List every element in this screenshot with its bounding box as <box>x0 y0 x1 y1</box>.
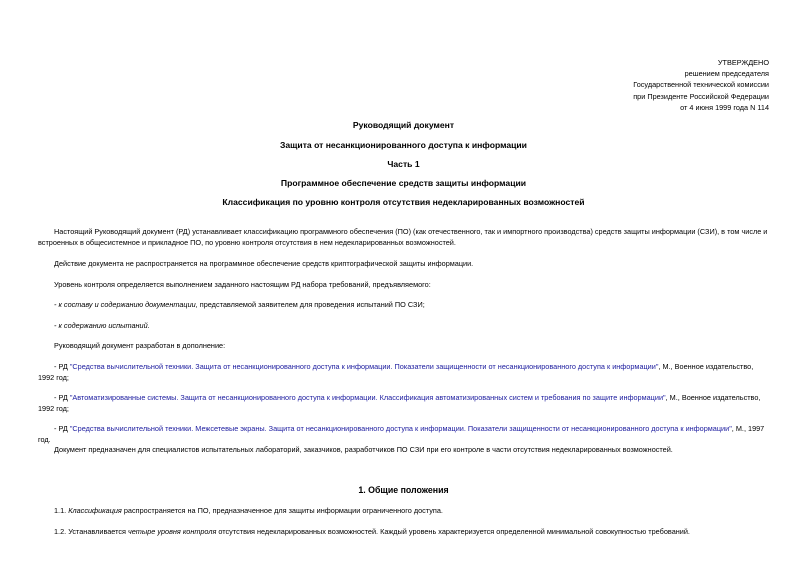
approval-line: УТВЕРЖДЕНО <box>717 58 769 67</box>
reference-prefix: - РД <box>54 424 70 433</box>
reference-suffix: , М., 1997 год. <box>38 424 765 444</box>
section-paragraph-prefix: 1.1. <box>54 506 69 515</box>
requirement-item <box>38 299 770 310</box>
classification-heading: Классификация по уровню контроля отсутствия недекларированных возможностей <box>222 197 585 207</box>
approval-line: при Президенте Российской Федерации <box>633 91 769 101</box>
requirement-item <box>38 320 770 331</box>
section-paragraph <box>38 505 770 516</box>
approval-block <box>633 57 769 113</box>
doc-type-heading: Руководящий документ <box>352 120 455 130</box>
requirement-item-italic: - к содержанию испытаний. <box>54 321 150 330</box>
reference-prefix: - РД <box>54 393 70 402</box>
reference-link[interactable]: "Средства вычислительной техники. Межсетевые экраны. Защита от несанкционированного доступа к информации. Показатели защищенности от несанкционированного доступа к информации" <box>69 424 732 433</box>
section-paragraph-italic: Классификация <box>68 506 122 515</box>
reference-item <box>38 423 770 445</box>
reference-link[interactable]: "Автоматизированные системы. Защита от несанкционированного доступа к информации. Классификация автоматизированных систем и требования по защите информации" <box>69 393 666 402</box>
section-paragraph-text: распространяется на ПО, предназначенное для защиты информации ограниченного доступа. <box>121 506 443 515</box>
section-paragraph-text: отсутствия недекларированных возможностей. Каждый уровень характеризуется определенной минимальной совокупностью требований. <box>216 527 690 536</box>
approval-line: решением председателя <box>684 69 769 79</box>
subject-heading: Программное обеспечение средств защиты информации <box>280 178 527 188</box>
intro-paragraph: Настоящий Руководящий документ (РД) устанавливает классификацию программного обеспечения (ПО) (как отечественного, так и импортного производства) средств защиты информации (СЗИ), в том числе и встроенных в общесистемное и прикладное ПО, по уровню контроля отсутствия в нем недекларированных возможностей. <box>38 227 768 247</box>
section-paragraph-italic: четыре уровня контроля <box>128 527 217 536</box>
reference-suffix: , М., Военное издательство, 1992 год; <box>38 362 754 382</box>
reference-suffix: , М., Военное издательство, 1992 год; <box>38 393 761 413</box>
doc-title-heading: Защита от несанкционированного доступа к информации <box>280 140 527 150</box>
section-title: 1. Общие положения <box>358 485 449 495</box>
section-paragraph <box>38 526 770 537</box>
section-paragraph-prefix: 1.2. Устанавливается <box>54 527 128 536</box>
reference-item <box>38 361 770 383</box>
requirement-item-italic: - к составу и содержанию документации, <box>54 300 198 309</box>
approval-line: от 4 июня 1999 года N 114 <box>680 102 769 112</box>
reference-prefix: - РД <box>54 362 70 371</box>
approval-line: Государственной технической комиссии <box>633 80 769 90</box>
reference-link[interactable]: "Средства вычислительной техники. Защита от несанкционированного доступа к информации. Показатели защищенности от несанкционированного доступа к информации" <box>69 362 659 371</box>
supplement-paragraph: Руководящий документ разработан в дополнение: <box>54 341 226 350</box>
reference-item <box>38 392 770 414</box>
control-level-paragraph: Уровень контроля определяется выполнением заданного настоящим РД набора требований, предъявляемого: <box>54 280 431 289</box>
part-heading: Часть 1 <box>387 159 420 169</box>
requirement-item-text: представляемой заявителем для проведения испытаний ПО СЗИ; <box>197 300 425 309</box>
audience-paragraph: Документ предназначен для специалистов испытательных лабораторий, заказчиков, разработчиков ПО СЗИ при его контроле в части отсутствия недекларированных возможностей. <box>54 445 673 454</box>
scope-paragraph: Действие документа не распространяется на программное обеспечение средств криптографической защиты информации. <box>54 259 474 268</box>
